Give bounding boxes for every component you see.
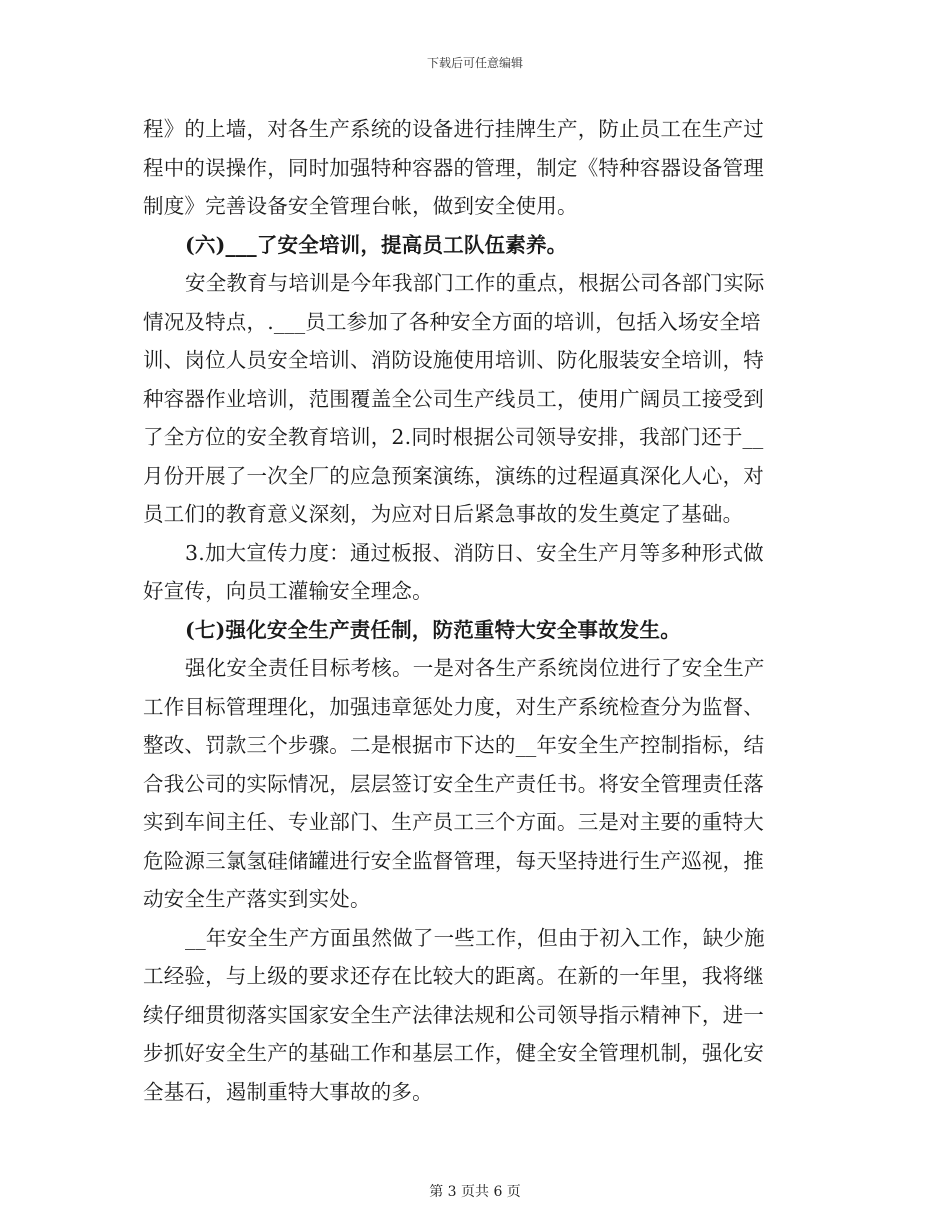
body-text-line: 了全方位的安全教育培训，2.同时根据公司领导安排，我部门还于__ (143, 425, 764, 449)
page-footer: 第 3 页共 6 页 (429, 1184, 521, 1200)
body-text-line: 制度》完善设备安全管理台帐，做到安全使用。 (143, 194, 578, 218)
body-text-line: 好宣传，向员工灌输安全理念。 (143, 579, 433, 603)
section-heading: (七)强化安全生产责任制，防范重特大安全事故发生。 (185, 617, 681, 642)
body-text-line: 程》的上墙，对各生产系统的设备进行挂牌生产，防止员工在生产过 (143, 117, 764, 141)
body-text-line: 合我公司的实际情况，层层签订安全生产责任书。将安全管理责任落 (143, 771, 764, 796)
body-text-line: 工作目标管理理化，加强违章惩处力度，对生产系统检查分为监督、 (143, 694, 764, 719)
body-text-line: __年安全生产方面虽然做了一些工作，但由于初入工作，缺少施 (185, 925, 765, 950)
body-text-line: 实到车间主任、专业部门、生产员工三个方面。三是对主要的重特大 (143, 810, 764, 834)
body-text-line: 续仔细贯彻落实国家安全生产法律法规和公司领导指示精神下，进一 (143, 1002, 764, 1027)
body-text-line: 整改、罚款三个步骤。二是根据市下达的__年安全生产控制指标，结 (143, 733, 765, 757)
section-heading: (六)___了安全培训，提高员工队伍素养。 (185, 232, 568, 257)
body-text-line: 工经验，与上级的要求还存在比较大的距离。在新的一年里，我将继 (143, 964, 764, 988)
body-text-line: 安全教育与培训是今年我部门工作的重点，根据公司各部门实际 (185, 271, 765, 295)
body-text-line: 全基石，遏制重特大事故的多。 (143, 1079, 433, 1104)
body-text-line: 危险源三氯氢硅储罐进行安全监督管理，每天坚持进行生产巡视，推 (143, 848, 764, 873)
body-text-line: 员工们的教育意义深刻，为应对日后紧急事故的发生奠定了基础。 (143, 502, 744, 526)
body-text-line: 程中的误操作，同时加强特种容器的管理，制定《特种容器设备管理 (143, 155, 764, 180)
document-body (143, 110, 798, 1111)
body-text-line: 步抓好安全生产的基础工作和基层工作，健全安全管理机制，强化安 (143, 1041, 764, 1065)
body-text-line: 情况及特点，.___员工参加了各种安全方面的培训，包括入场安全培 (143, 309, 761, 334)
page-header: 下载后可任意编辑 (426, 56, 523, 70)
body-text-line: 强化安全责任目标考核。一是对各生产系统岗位进行了安全生产 (185, 656, 765, 680)
body-text-line: 动安全生产落实到实处。 (143, 887, 371, 911)
body-text-line: 月份开展了一次全厂的应急预案演练，演练的过程逼真深化人心，对 (143, 463, 764, 488)
body-text-line: 3.加大宣传力度：通过板报、消防日、安全生产月等多种形式做 (185, 540, 764, 565)
body-text-line: 训、岗位人员安全培训、消防设施使用培训、防化服装安全培训，特 (143, 348, 764, 372)
body-text-line: 种容器作业培训，范围覆盖全公司生产线员工，使用广阔员工接受到 (143, 386, 764, 411)
